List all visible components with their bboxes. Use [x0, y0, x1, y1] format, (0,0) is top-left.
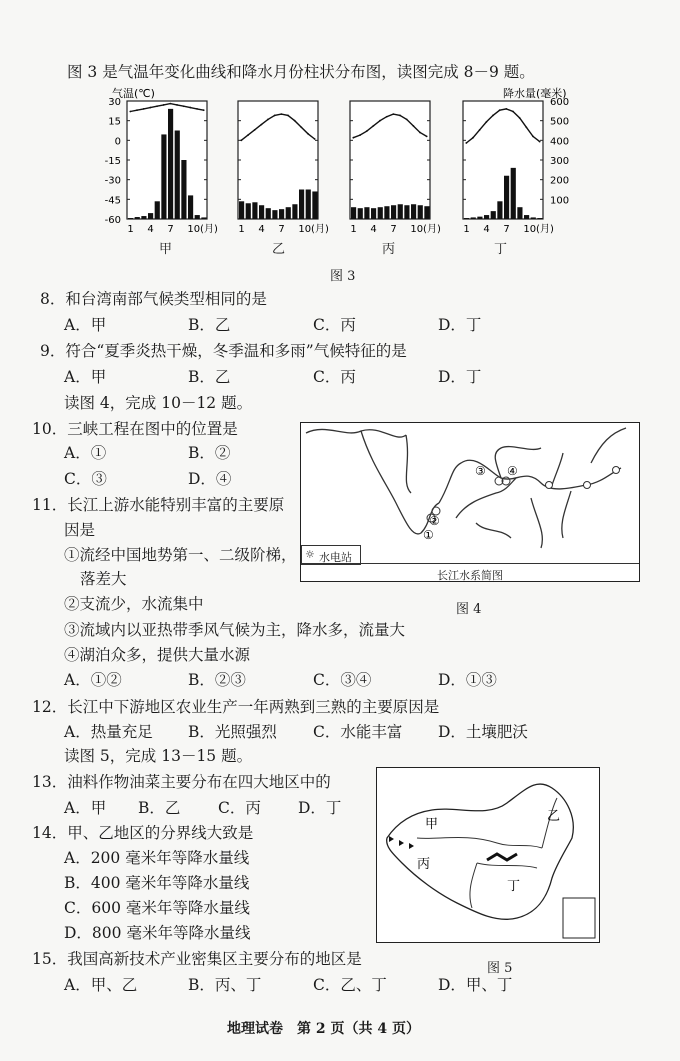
left-axis-title: 气温(℃) [112, 87, 155, 100]
temperature-point [539, 141, 541, 143]
legend-label: 水电站 [319, 551, 352, 564]
temperature-point [169, 103, 171, 105]
x-tick-label: 10(月) [187, 224, 218, 235]
q13-option-c: C．丙 [218, 799, 261, 817]
panel-label-ding: 丁 [494, 242, 508, 257]
precip-bar [292, 204, 297, 219]
q11-statement-3: ③流域内以亚热带季风气候为主，降水多，流量大 [64, 621, 406, 639]
precip-bar [517, 207, 522, 219]
q11-stem-cont: 因是 [64, 521, 96, 539]
precip-bar [424, 206, 429, 219]
precip-bar [135, 217, 140, 219]
precip-bar [239, 201, 244, 219]
temperature-point [294, 120, 296, 122]
q14-option-c: C．600 毫米年等降水量线 [64, 899, 250, 917]
marker-4: ④ [507, 464, 518, 478]
right-tick-label: 400 [550, 136, 570, 148]
x-tick-label: 1 [463, 224, 470, 235]
page-footer: 地理试卷 第 2 页（共 4 页） [227, 1021, 420, 1037]
temperature-point [519, 117, 521, 119]
q11-stem: 11．长江上游水能特别丰富的主要原 [32, 496, 285, 514]
q13-option-d: D．丁 [298, 799, 342, 817]
q12-option-c: C．水能丰富 [313, 723, 403, 741]
temperature-point [372, 125, 374, 127]
q13-option-b: B．乙 [138, 799, 181, 817]
precip-bar [484, 215, 489, 219]
climate-panel [463, 101, 554, 235]
q15-option-a: A．甲、乙 [64, 976, 138, 994]
q8-option-d: D．丁 [438, 316, 482, 334]
temperature-point [247, 134, 249, 136]
region-yi: 乙 [547, 809, 561, 824]
q13-option-a: A．甲 [64, 799, 107, 817]
q9-option-b: B．乙 [188, 368, 231, 386]
q9-stem: 9．符合“夏季炎热干燥，冬季温和多雨”气候特征的是 [40, 342, 407, 360]
temperature-point [426, 136, 428, 138]
precip-bar [141, 216, 146, 219]
precip-bar [511, 168, 516, 219]
x-tick-label: 4 [483, 224, 490, 235]
q10-option-d: D．④ [188, 470, 232, 488]
q8-option-a: A．甲 [64, 316, 107, 334]
x-tick-label: 10(月) [410, 224, 441, 235]
precip-bar [418, 205, 423, 219]
temperature-point [240, 139, 242, 141]
temperature-point [512, 111, 514, 113]
precip-bar [272, 210, 277, 219]
precip-bar [259, 205, 264, 219]
precip-bar [266, 208, 271, 219]
q12-option-b: B．光照强烈 [188, 723, 277, 741]
climate-panel [238, 101, 329, 235]
q12-option-a: A．热量充足 [64, 723, 153, 741]
temperature-point [314, 138, 316, 140]
x-tick-label: 1 [127, 224, 134, 235]
panel-labels-row [0, 236, 680, 260]
climate-panel [127, 101, 218, 235]
q14-option-d: D．800 毫米年等降水量线 [64, 924, 251, 942]
panel-label-jia: 甲 [159, 242, 173, 257]
marker-1: ① [423, 528, 434, 542]
q11-option-a: A．①② [64, 671, 122, 689]
temperature-point [136, 109, 138, 111]
q13-stem: 13．油料作物油菜主要分布在四大地区中的 [32, 773, 331, 791]
panel-frame [350, 101, 430, 219]
precip-bar [161, 134, 166, 219]
q15-option-c: C．乙、丁 [313, 976, 387, 994]
left-tick-label: -60 [104, 215, 121, 226]
temperature-point [499, 109, 501, 111]
region-jia: 甲 [425, 817, 439, 832]
precip-bar [411, 204, 416, 219]
precip-bar [477, 217, 482, 219]
left-tick-label: -45 [104, 195, 121, 207]
right-tick-label: 300 [550, 156, 570, 167]
region-ding: 丁 [507, 879, 521, 894]
marker-2: ② [429, 514, 440, 528]
q11-option-b: B．②③ [188, 671, 246, 689]
precip-bar [252, 202, 257, 219]
x-tick-label: 4 [258, 224, 265, 235]
precip-bar [384, 206, 389, 219]
temperature-point [406, 118, 408, 120]
temperature-point [379, 120, 381, 122]
temperature-point [300, 126, 302, 128]
precip-bar [537, 218, 542, 219]
temperature-point [386, 116, 388, 118]
temperature-point [280, 113, 282, 115]
x-tick-label: 4 [147, 224, 154, 235]
right-tick-label: 500 [550, 116, 570, 128]
precip-bar [195, 215, 200, 219]
temperature-point [392, 113, 394, 115]
panel-label-bing: 丙 [382, 242, 396, 257]
q8-option-c: C．丙 [313, 316, 356, 334]
temperature-point [176, 104, 178, 106]
precip-bar [391, 205, 396, 219]
x-tick-label: 1 [238, 224, 245, 235]
q11-option-c: C．③④ [313, 671, 372, 689]
precip-bar [201, 217, 206, 219]
chart-panels [127, 101, 554, 235]
temperature-point [366, 130, 368, 132]
precip-bar [378, 207, 383, 219]
q12-stem: 12．长江中下游地区农业生产一年两熟到三熟的主要原因是 [32, 698, 440, 716]
precip-bar [504, 176, 509, 219]
left-axis-ticks [105, 97, 121, 226]
precip-bar [497, 201, 502, 219]
temperature-point [267, 118, 269, 120]
x-tick-label: 7 [167, 224, 174, 235]
precip-bar [524, 215, 529, 219]
precip-bar [464, 218, 469, 219]
q14-option-a: A．200 毫米年等降水量线 [64, 849, 250, 867]
q10-option-a: A．① [64, 444, 107, 462]
map-legend [301, 545, 361, 565]
precip-bar [286, 207, 291, 219]
intro-text: 图 3 是气温年变化曲线和降水月份柱状分布图，读图完成 8－9 题。 [67, 63, 535, 81]
temperature-point [129, 111, 131, 113]
precip-bar [364, 207, 369, 219]
precip-bar [306, 190, 311, 220]
q12-option-d: D．土壤肥沃 [438, 723, 528, 741]
temperature-point [465, 142, 467, 144]
temperature-point [143, 108, 145, 110]
map-title-bar [301, 563, 639, 582]
temperature-point [163, 104, 165, 106]
right-tick-label: 600 [550, 97, 570, 108]
q9-option-c: C．丙 [313, 368, 356, 386]
precip-bar [175, 131, 180, 220]
q14-stem: 14．甲、乙地区的分界线大致是 [32, 824, 254, 842]
x-tick-label: 1 [350, 224, 357, 235]
q15-option-b: B．丙、丁 [188, 976, 262, 994]
q15-option-d: D．甲、丁 [438, 976, 513, 994]
q10-option-c: C．③ [64, 470, 107, 488]
precip-bar [358, 208, 363, 219]
temperature-point [254, 129, 256, 131]
q8-stem: 8．和台湾南部气候类型相同的是 [40, 290, 267, 308]
panel-frame [463, 101, 543, 219]
right-axis-title: 降水量(毫米) [503, 87, 567, 100]
temperature-point [472, 137, 474, 139]
precip-bar [371, 208, 376, 219]
q15-stem: 15．我国高新技术产业密集区主要分布的地区是 [32, 950, 362, 968]
q9-option-d: D．丁 [438, 368, 482, 386]
temperature-point [412, 125, 414, 127]
precip-bar [168, 109, 173, 219]
right-axis-ticks [550, 97, 569, 206]
q11-statement-1b: 落差大 [80, 570, 127, 588]
temperature-point [196, 108, 198, 110]
temperature-point [287, 115, 289, 117]
precip-bar [491, 211, 496, 219]
x-tick-label: 10(月) [298, 224, 329, 235]
temperature-point [183, 105, 185, 107]
precip-bar [471, 217, 476, 219]
right-tick-label: 200 [550, 175, 570, 187]
temperature-point [359, 134, 361, 136]
panel-frame [127, 101, 207, 219]
q11-option-d: D．①③ [438, 671, 497, 689]
precip-bar [404, 205, 409, 219]
precip-bar [279, 209, 284, 219]
temperature-point [485, 121, 487, 123]
q11-statement-2: ②支流少，水流集中 [64, 595, 204, 613]
precip-bar [531, 217, 536, 219]
temperature-point [505, 108, 507, 110]
precip-bar [312, 191, 317, 219]
right-tick-label: 100 [550, 195, 570, 207]
q11-statement-1: ①流经中国地势第一、二级阶梯， [64, 546, 297, 564]
temperature-point [399, 115, 401, 117]
q14-option-b: B．400 毫米年等降水量线 [64, 874, 250, 892]
read-figure4: 读图 4，完成 10－12 题。 [64, 394, 253, 412]
read-figure5: 读图 5，完成 13－15 题。 [64, 747, 253, 765]
figure3-climate-charts [0, 84, 680, 252]
temperature-point [307, 133, 309, 135]
temperature-point [260, 124, 262, 126]
figure5-china-map [376, 767, 600, 943]
temperature-point [479, 129, 481, 131]
climate-panel [350, 101, 441, 235]
map-title: 长江水系简图 [437, 569, 503, 582]
q11-statement-4: ④湖泊众多，提供大量水源 [64, 646, 251, 664]
figure5-caption: 图 5 [487, 961, 513, 976]
precip-bar [181, 160, 186, 219]
precip-bar [398, 204, 403, 219]
temperature-point [352, 137, 354, 139]
figure4-yangtze-map [300, 422, 640, 582]
temperature-point [419, 132, 421, 134]
x-tick-label: 10(月) [523, 224, 554, 235]
precip-bar [148, 213, 153, 219]
precip-bar [128, 218, 133, 219]
precip-bar [188, 195, 193, 219]
precip-bar [299, 190, 304, 220]
temperature-point [156, 105, 158, 107]
x-tick-label: 7 [503, 224, 510, 235]
left-tick-label: 30 [108, 97, 121, 108]
temperature-point [274, 115, 276, 117]
precip-bar [351, 207, 356, 219]
temperature-point [532, 136, 534, 138]
china-outline-drawing [377, 768, 599, 942]
temperature-point [203, 109, 205, 111]
q10-stem: 10．三峡工程在图中的位置是 [32, 420, 238, 438]
precip-bar [246, 203, 251, 219]
temperature-point [525, 126, 527, 128]
left-tick-label: -30 [104, 175, 121, 187]
temperature-point [149, 107, 151, 109]
figure3-caption: 图 3 [330, 269, 356, 284]
x-tick-label: 4 [370, 224, 377, 235]
temperature-point [189, 107, 191, 109]
q8-option-b: B．乙 [188, 316, 231, 334]
left-tick-label: 15 [108, 116, 121, 128]
panel-label-yi: 乙 [272, 242, 286, 257]
left-tick-label: -15 [104, 156, 121, 167]
precip-bar [155, 201, 160, 219]
hydropower-icon: ☼ [305, 548, 315, 561]
region-bing: 丙 [417, 857, 431, 872]
temperature-point [492, 115, 494, 117]
q9-option-a: A．甲 [64, 368, 107, 386]
figure4-caption: 图 4 [456, 602, 482, 617]
q10-option-b: B．② [188, 444, 231, 462]
x-tick-label: 7 [390, 224, 397, 235]
marker-3: ③ [475, 464, 486, 478]
left-tick-label: 0 [114, 136, 121, 148]
x-tick-label: 7 [278, 224, 285, 235]
